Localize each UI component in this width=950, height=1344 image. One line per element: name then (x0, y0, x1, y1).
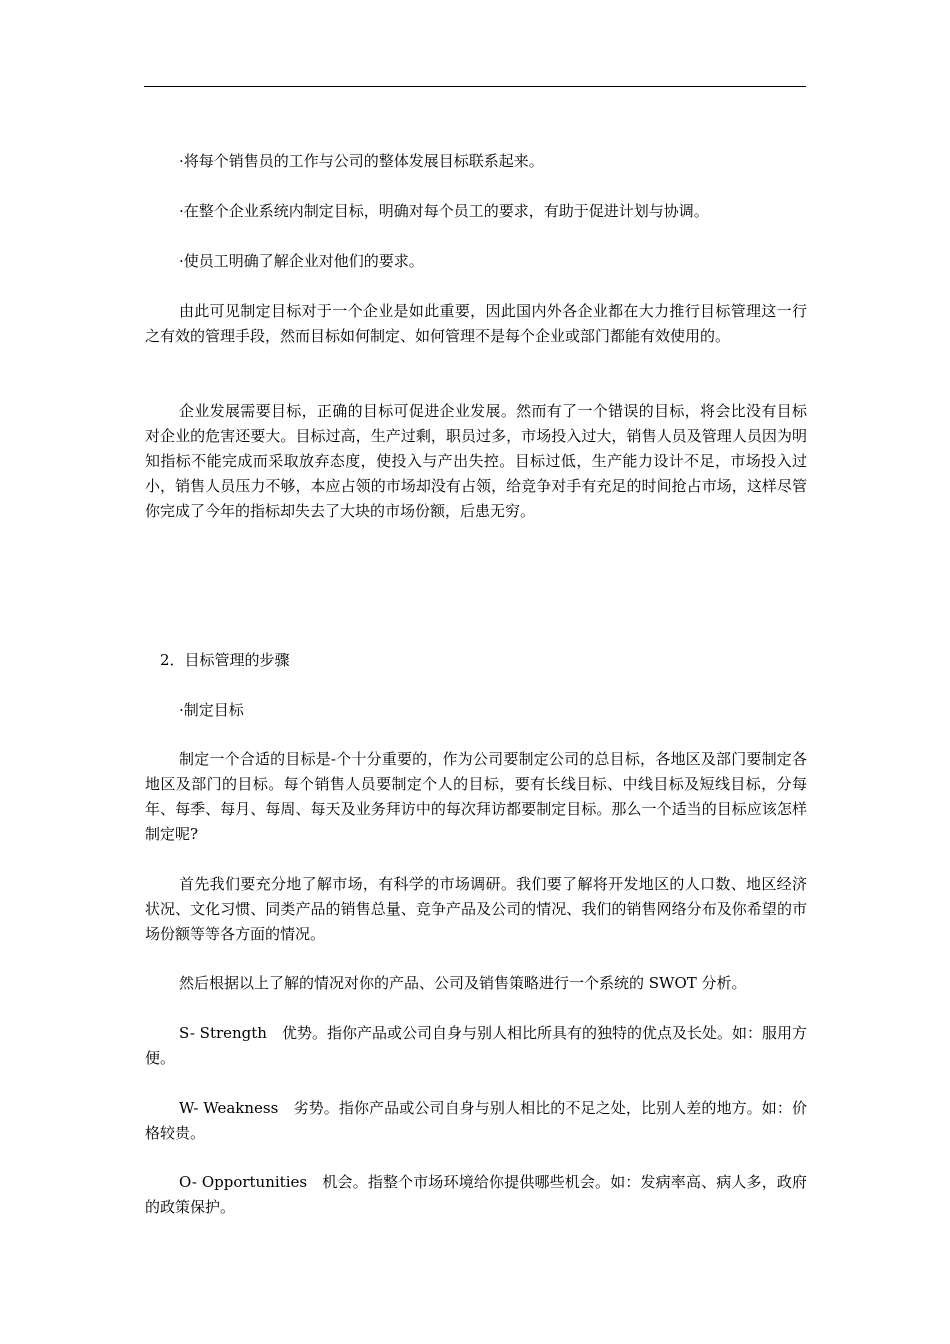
paragraph-swot-opportunities: O- Opportunities 机会。指整个市场环境给你提供哪些机会。如：发病率高、病人多，政府的政策保护。 (145, 1173, 807, 1216)
bullet-system-goals: ·在整个企业系统内制定目标，明确对每个员工的要求，有助于促进计划与协调。 (179, 202, 709, 220)
paragraph-swot-weakness: W- Weakness 劣势。指你产品或公司自身与别人相比的不足之处，比别人差的地方。如：价格较贵。 (145, 1099, 807, 1142)
bullet-set-goals: ·制定目标 (179, 701, 244, 719)
paragraph-swot-intro: 然后根据以上了解的情况对你的产品、公司及销售策略进行一个系统的 SWOT 分析。 (179, 974, 747, 992)
bullet-link-goals: ·将每个销售员的工作与公司的整体发展目标联系起来。 (179, 152, 544, 170)
bullet-employee-understanding: ·使员工明确了解企业对他们的要求。 (179, 252, 424, 270)
paragraph-swot-strength: S- Strength 优势。指你产品或公司自身与别人相比所具有的独特的优点及长处。如：服用方便。 (145, 1024, 807, 1067)
paragraph-wrong-goal: 企业发展需要目标，正确的目标可促进企业发展。然而有了一个错误的目标，将会比没有目标对企业的危害还要大。目标过高，生产过剩，职员过多，市场投入过大，销售人员及管理人员因为明知指标不能完成而采取放弃态度，使投入与产出失控。目标过低，生产能力设计不足，市场投入过小，销售人员压力不够，本应占领的市场却没有占领，给竞争对手有充足的时间抢占市场，这样尽管你完成了今年的指标却失去了大块的市场份额，后患无穷。 (145, 402, 807, 520)
paragraph-appropriate-goal: 制定一个合适的目标是-个十分重要的，作为公司要制定公司的总目标，各地区及部门要制定各地区及部门的目标。每个销售人员要制定个人的目标，要有长线目标、中线目标及短线目标，分每年、每季、每月、每周、每天及业务拜访中的每次拜访都要制定目标。那么一个适当的目标应该怎样制定呢? (145, 750, 807, 843)
header-rule (144, 86, 806, 87)
section-heading-steps: 2．目标管理的步骤 (160, 651, 290, 669)
paragraph-market-research: 首先我们要充分地了解市场，有科学的市场调研。我们要了解将开发地区的人口数、地区经济状况、文化习惯、同类产品的销售总量、竞争产品及公司的情况、我们的销售网络分布及你希望的市场份额等等各方面的情况。 (145, 875, 807, 943)
paragraph-importance: 由此可见制定目标对于一个企业是如此重要，因此国内外各企业都在大力推行目标管理这一行之有效的管理手段，然而目标如何制定、如何管理不是每个企业或部门都能有效使用的。 (145, 302, 807, 345)
